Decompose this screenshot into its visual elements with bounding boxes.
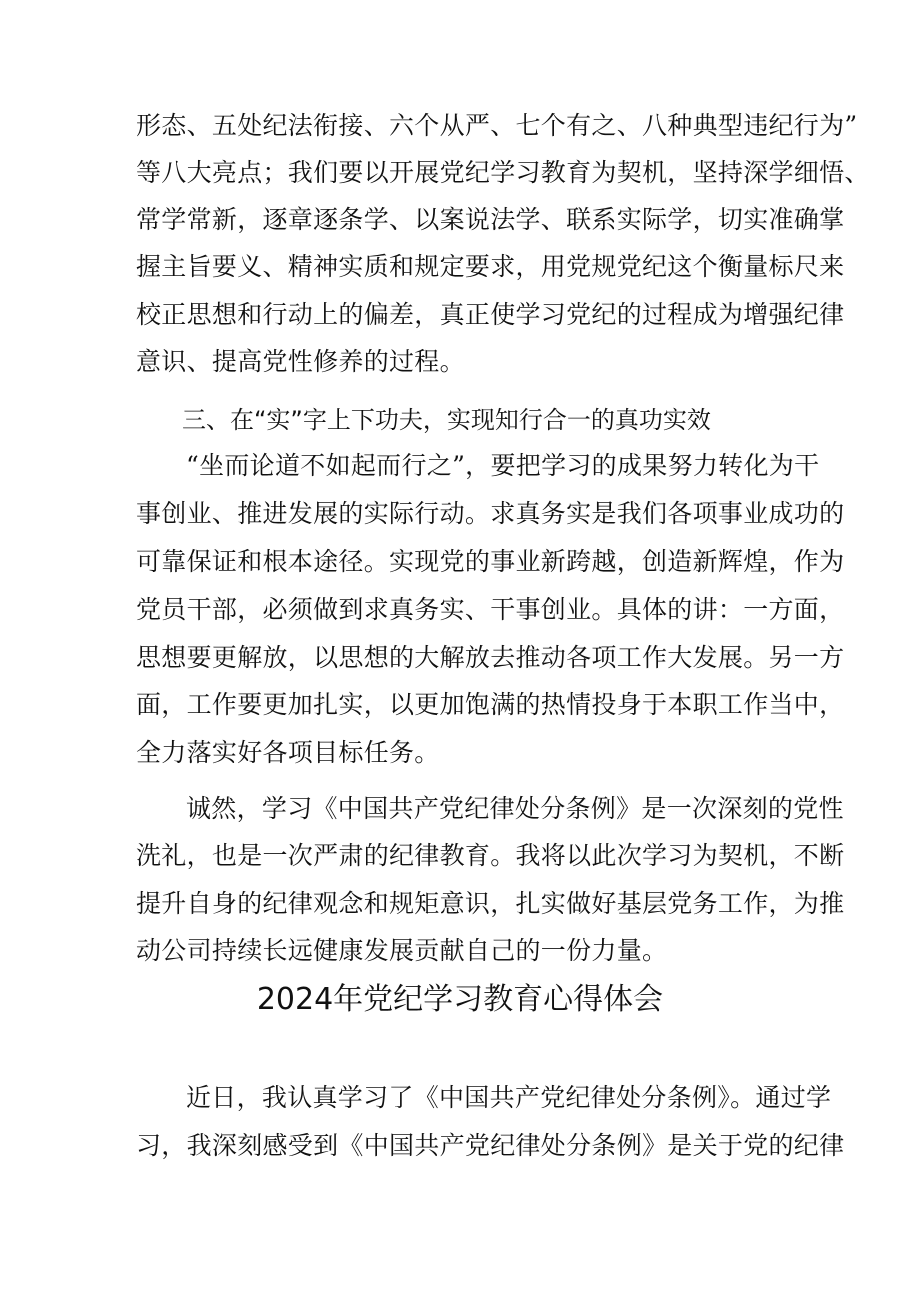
text-line: 常学常新，逐章逐条学、以案说法学、联系实际学，切实准确掌 <box>136 205 845 234</box>
text-line: 思想要更解放，以思想的大解放去推动各项工作大发展。另一方 <box>136 643 845 672</box>
text-line: 洗礼，也是一次严肃的纪律教育。我将以此次学习为契机，不断 <box>136 841 845 870</box>
text-line: 等八大亮点；我们要以开展党纪学习教育为契机，坚持深学细悟、 <box>136 158 870 187</box>
text-line: 意识、提高党性修养的过程。 <box>136 347 465 376</box>
text-line: 可靠保证和根本途径。实现党的事业新跨越，创造新辉煌，作为 <box>136 547 845 576</box>
text-line: 校正思想和行动上的偏差，真正使学习党纪的过程成为增强纪律 <box>136 300 845 329</box>
text-line: 全力落实好各项目标任务。 <box>136 738 440 767</box>
section-heading: 三、在“实”字上下功夫，实现知行合一的真功实效 <box>182 406 711 434</box>
text-line: 事创业、推进发展的实际行动。求真务实是我们各项事业成功的 <box>136 499 845 528</box>
document-title: 2024年党纪学习教育心得体会 <box>256 982 664 1017</box>
text-line: 面，工作要更加扎实，以更加饱满的热情投身于本职工作当中， <box>136 690 845 719</box>
text-line: 习，我深刻感受到《中国共产党纪律处分条例》是关于党的纪律 <box>136 1131 845 1160</box>
text-line: “坐而论道不如起而行之”，要把学习的成果努力转化为干 <box>186 451 820 480</box>
text-line: 近日，我认真学习了《中国共产党纪律处分条例》。通过学 <box>186 1083 832 1112</box>
text-line: 党员干部，必须做到求真务实、干事创业。具体的讲：一方面， <box>136 595 845 624</box>
text-line: 动公司持续长远健康发展贡献自己的一份力量。 <box>136 936 668 965</box>
text-line: 握主旨要义、精神实质和规定要求，用党规党纪这个衡量标尺来 <box>136 252 845 281</box>
text-line: 提升自身的纪律观念和规矩意识，扎实做好基层党务工作，为推 <box>136 889 845 918</box>
text-line: 诚然，学习《中国共产党纪律处分条例》是一次深刻的党性 <box>186 794 844 823</box>
text-line: 形态、五处纪法衔接、六个从严、七个有之、八种典型违纪行为” <box>136 111 858 140</box>
